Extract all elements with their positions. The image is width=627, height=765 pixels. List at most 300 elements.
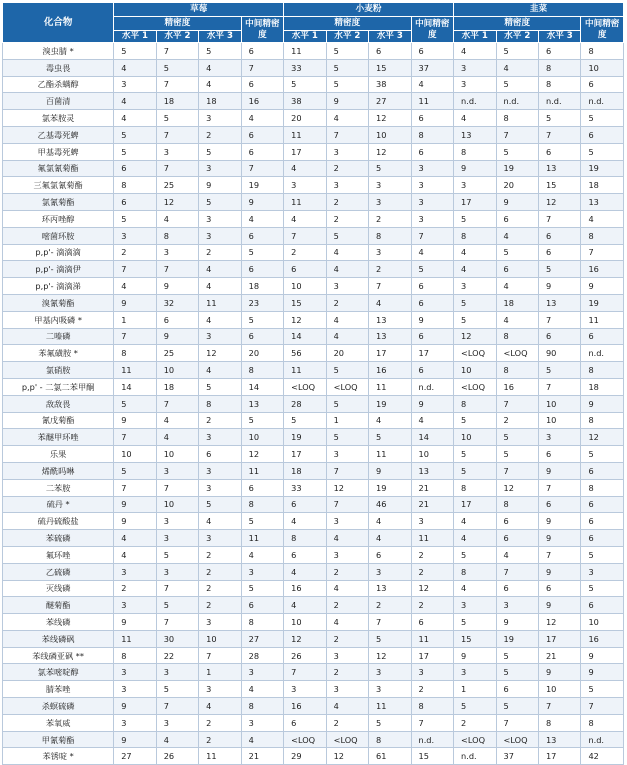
value-cell: 3 <box>454 177 496 194</box>
value-cell: <LOQ <box>496 345 538 362</box>
compound-name-cell: 环丙唑醇 <box>3 210 114 227</box>
value-cell: 2 <box>411 597 454 614</box>
value-cell: 21 <box>241 748 283 765</box>
value-cell: 3 <box>326 446 368 463</box>
value-cell: <LOQ <box>284 731 326 748</box>
table-row <box>3 261 624 278</box>
value-cell: 10 <box>538 395 580 412</box>
value-cell: 3 <box>326 647 368 664</box>
value-cell: 4 <box>454 261 496 278</box>
compound-name-cell: 甲基毒死蜱 <box>3 143 114 160</box>
value-cell: 8 <box>454 227 496 244</box>
compound-name-cell: 杀螟硫磷 <box>3 698 114 715</box>
value-cell: 7 <box>326 462 368 479</box>
value-cell: 8 <box>538 76 580 93</box>
value-cell: 6 <box>581 328 624 345</box>
value-cell: 13 <box>369 580 411 597</box>
value-cell: 6 <box>538 580 580 597</box>
value-cell: 2 <box>326 664 368 681</box>
table-row <box>3 412 624 429</box>
value-cell: 11 <box>241 530 283 547</box>
value-cell: 7 <box>156 614 198 631</box>
value-cell: n.d. <box>581 731 624 748</box>
value-cell: 2 <box>326 563 368 580</box>
value-cell: 4 <box>114 278 156 295</box>
value-cell: 2 <box>411 546 454 563</box>
group-header-wheat-flour: 小麦粉 <box>284 3 454 17</box>
table-row <box>3 244 624 261</box>
value-cell: 2 <box>114 580 156 597</box>
value-cell: <LOQ <box>454 378 496 395</box>
table-row <box>3 294 624 311</box>
value-cell: <LOQ <box>326 731 368 748</box>
value-cell: 6 <box>114 160 156 177</box>
value-cell: 3 <box>411 210 454 227</box>
value-cell: 2 <box>326 630 368 647</box>
value-cell: 27 <box>241 630 283 647</box>
level-header: 水平 3 <box>199 31 241 43</box>
value-cell: 3 <box>199 328 241 345</box>
value-cell: 6 <box>241 76 283 93</box>
value-cell: 4 <box>326 530 368 547</box>
compound-name-cell: 灭线磷 <box>3 580 114 597</box>
table-row <box>3 43 624 60</box>
value-cell: 8 <box>496 110 538 127</box>
value-cell: 26 <box>156 748 198 765</box>
value-cell: 10 <box>538 681 580 698</box>
value-cell: 7 <box>326 496 368 513</box>
value-cell: 6 <box>411 328 454 345</box>
compound-name-cell: 三氟氯氰菊酯 <box>3 177 114 194</box>
value-cell: 3 <box>326 177 368 194</box>
value-cell: 27 <box>369 93 411 110</box>
value-cell: 5 <box>284 76 326 93</box>
table-row <box>3 513 624 530</box>
value-cell: 16 <box>581 630 624 647</box>
value-cell: 13 <box>538 160 580 177</box>
value-cell: 3 <box>241 714 283 731</box>
value-cell: 3 <box>156 530 198 547</box>
value-cell: 3 <box>156 664 198 681</box>
value-cell: 3 <box>114 714 156 731</box>
value-cell: 11 <box>284 43 326 60</box>
value-cell: 4 <box>114 530 156 547</box>
value-cell: <LOQ <box>326 378 368 395</box>
value-cell: 3 <box>114 563 156 580</box>
value-cell: 4 <box>156 429 198 446</box>
precision-header-leek: 精密度 <box>454 17 581 31</box>
value-cell: 10 <box>284 278 326 295</box>
value-cell: 3 <box>199 681 241 698</box>
value-cell: 7 <box>326 126 368 143</box>
value-cell: 16 <box>284 698 326 715</box>
value-cell: 4 <box>411 76 454 93</box>
value-cell: 5 <box>581 143 624 160</box>
value-cell: 6 <box>411 110 454 127</box>
value-cell: 1 <box>326 412 368 429</box>
value-cell: 12 <box>241 446 283 463</box>
value-cell: 16 <box>581 261 624 278</box>
value-cell: 2 <box>199 731 241 748</box>
value-cell: 2 <box>326 160 368 177</box>
value-cell: 5 <box>199 143 241 160</box>
compound-name-cell: 硫丹 * <box>3 496 114 513</box>
value-cell: 5 <box>369 714 411 731</box>
value-cell: 6 <box>581 496 624 513</box>
value-cell: 38 <box>369 76 411 93</box>
value-cell: 7 <box>156 160 198 177</box>
value-cell: 10 <box>156 496 198 513</box>
value-cell: 3 <box>241 664 283 681</box>
value-cell: 13 <box>241 395 283 412</box>
value-cell: 18 <box>156 378 198 395</box>
value-cell: 5 <box>496 43 538 60</box>
value-cell: 2 <box>496 412 538 429</box>
value-cell: 5 <box>284 412 326 429</box>
value-cell: 8 <box>496 496 538 513</box>
value-cell: 7 <box>114 429 156 446</box>
value-cell: 3 <box>199 227 241 244</box>
value-cell: 8 <box>241 362 283 379</box>
value-cell: 8 <box>369 731 411 748</box>
value-cell: 18 <box>581 378 624 395</box>
value-cell: 5 <box>411 261 454 278</box>
value-cell: 4 <box>199 698 241 715</box>
value-cell: 11 <box>114 362 156 379</box>
value-cell: 5 <box>156 597 198 614</box>
value-cell: 2 <box>411 681 454 698</box>
value-cell: 5 <box>241 580 283 597</box>
value-cell: 8 <box>241 698 283 715</box>
value-cell: 5 <box>581 580 624 597</box>
table-row <box>3 311 624 328</box>
value-cell: 8 <box>581 412 624 429</box>
value-cell: 3 <box>411 664 454 681</box>
value-cell: n.d. <box>454 748 496 765</box>
table-row <box>3 378 624 395</box>
level-header: 水平 2 <box>496 31 538 43</box>
compound-name-cell: 氟环唑 <box>3 546 114 563</box>
value-cell: 10 <box>199 630 241 647</box>
value-cell: 20 <box>326 345 368 362</box>
value-cell: 16 <box>369 362 411 379</box>
value-cell: 18 <box>199 93 241 110</box>
value-cell: 11 <box>411 630 454 647</box>
compound-name-cell: 百菌清 <box>3 93 114 110</box>
value-cell: 3 <box>156 513 198 530</box>
value-cell: 3 <box>199 110 241 127</box>
value-cell: 3 <box>156 462 198 479</box>
value-cell: 11 <box>241 462 283 479</box>
value-cell: 3 <box>326 513 368 530</box>
value-cell: 2 <box>199 412 241 429</box>
value-cell: 6 <box>241 328 283 345</box>
value-cell: 4 <box>369 294 411 311</box>
value-cell: 9 <box>538 462 580 479</box>
value-cell: 9 <box>114 412 156 429</box>
value-cell: 56 <box>284 345 326 362</box>
value-cell: 4 <box>114 546 156 563</box>
precision-table-container <box>2 2 624 762</box>
value-cell: 7 <box>114 479 156 496</box>
value-cell: 4 <box>369 513 411 530</box>
level-header: 水平 1 <box>284 31 326 43</box>
value-cell: 7 <box>496 563 538 580</box>
value-cell: 28 <box>284 395 326 412</box>
value-cell: 6 <box>411 278 454 295</box>
table-row <box>3 93 624 110</box>
value-cell: 12 <box>284 630 326 647</box>
value-cell: 3 <box>114 681 156 698</box>
value-cell: 6 <box>538 446 580 463</box>
value-cell: 4 <box>581 210 624 227</box>
value-cell: 5 <box>156 681 198 698</box>
value-cell: 6 <box>241 597 283 614</box>
value-cell: 5 <box>454 698 496 715</box>
value-cell: 4 <box>411 412 454 429</box>
value-cell: 4 <box>199 278 241 295</box>
value-cell: 4 <box>496 546 538 563</box>
value-cell: 14 <box>114 378 156 395</box>
value-cell: 5 <box>496 244 538 261</box>
value-cell: 9 <box>326 93 368 110</box>
value-cell: 4 <box>199 513 241 530</box>
table-row <box>3 143 624 160</box>
value-cell: 12 <box>326 479 368 496</box>
value-cell: 8 <box>454 395 496 412</box>
compound-name-cell: 乐果 <box>3 446 114 463</box>
value-cell: 9 <box>199 177 241 194</box>
value-cell: 6 <box>581 597 624 614</box>
value-cell: 11 <box>114 630 156 647</box>
value-cell: 23 <box>241 294 283 311</box>
value-cell: 4 <box>454 244 496 261</box>
value-cell: 32 <box>156 294 198 311</box>
value-cell: 2 <box>199 714 241 731</box>
value-cell: 5 <box>581 546 624 563</box>
compound-name-cell: 甲氰菊酯 <box>3 731 114 748</box>
table-header <box>3 3 624 43</box>
value-cell: 5 <box>538 261 580 278</box>
value-cell: 13 <box>538 731 580 748</box>
value-cell: 3 <box>199 462 241 479</box>
compound-name-cell: 烯酰吗啉 <box>3 462 114 479</box>
value-cell: 5 <box>326 76 368 93</box>
value-cell: 12 <box>538 614 580 631</box>
value-cell: 10 <box>284 614 326 631</box>
value-cell: 5 <box>454 412 496 429</box>
value-cell: 21 <box>538 647 580 664</box>
value-cell: 7 <box>538 546 580 563</box>
value-cell: 4 <box>156 731 198 748</box>
value-cell: 7 <box>411 714 454 731</box>
table-row <box>3 345 624 362</box>
value-cell: 37 <box>411 59 454 76</box>
group-header-strawberry: 草莓 <box>114 3 284 17</box>
value-cell: 5 <box>114 395 156 412</box>
value-cell: 5 <box>454 210 496 227</box>
value-cell: 3 <box>411 513 454 530</box>
value-cell: 11 <box>284 194 326 211</box>
value-cell: 4 <box>326 311 368 328</box>
value-cell: 9 <box>581 664 624 681</box>
value-cell: 6 <box>538 43 580 60</box>
value-cell: 11 <box>199 294 241 311</box>
value-cell: 5 <box>114 143 156 160</box>
value-cell: 3 <box>454 59 496 76</box>
value-cell: 5 <box>156 110 198 127</box>
value-cell: 25 <box>156 345 198 362</box>
table-row <box>3 278 624 295</box>
compound-name-cell: 毒虫畏 <box>3 59 114 76</box>
value-cell: 7 <box>114 328 156 345</box>
table-row <box>3 328 624 345</box>
value-cell: 3 <box>199 429 241 446</box>
value-cell: 4 <box>496 311 538 328</box>
value-cell: 4 <box>326 261 368 278</box>
value-cell: 5 <box>496 76 538 93</box>
value-cell: 16 <box>241 93 283 110</box>
value-cell: 10 <box>454 429 496 446</box>
value-cell: 11 <box>411 93 454 110</box>
table-row <box>3 530 624 547</box>
value-cell: 6 <box>496 261 538 278</box>
value-cell: 3 <box>199 614 241 631</box>
value-cell: 4 <box>496 227 538 244</box>
value-cell: 8 <box>454 479 496 496</box>
value-cell: 16 <box>496 378 538 395</box>
value-cell: 3 <box>454 76 496 93</box>
value-cell: 4 <box>326 614 368 631</box>
value-cell: 15 <box>369 59 411 76</box>
compound-name-cell: p,p'- 滴滴伊 <box>3 261 114 278</box>
level-header: 水平 1 <box>454 31 496 43</box>
value-cell: 7 <box>496 462 538 479</box>
value-cell: 15 <box>284 294 326 311</box>
value-cell: 2 <box>326 194 368 211</box>
value-cell: 11 <box>411 530 454 547</box>
value-cell: 7 <box>114 261 156 278</box>
value-cell: 7 <box>581 244 624 261</box>
value-cell: 18 <box>156 93 198 110</box>
value-cell: 10 <box>538 412 580 429</box>
value-cell: 3 <box>538 429 580 446</box>
value-cell: 10 <box>411 446 454 463</box>
value-cell: 12 <box>326 748 368 765</box>
value-cell: 6 <box>241 479 283 496</box>
value-cell: 5 <box>156 546 198 563</box>
value-cell: 7 <box>156 126 198 143</box>
value-cell: n.d. <box>411 378 454 395</box>
value-cell: 14 <box>241 378 283 395</box>
value-cell: 8 <box>199 395 241 412</box>
value-cell: 3 <box>199 530 241 547</box>
table-row <box>3 210 624 227</box>
value-cell: 9 <box>369 462 411 479</box>
value-cell: 7 <box>156 580 198 597</box>
table-row <box>3 160 624 177</box>
value-cell: 5 <box>241 513 283 530</box>
value-cell: 90 <box>538 345 580 362</box>
compound-name-cell: 苯线磷亚砜 ** <box>3 647 114 664</box>
value-cell: 20 <box>241 345 283 362</box>
value-cell: 4 <box>411 244 454 261</box>
table-row <box>3 546 624 563</box>
value-cell: 18 <box>581 177 624 194</box>
compound-name-cell: 硫丹硫酸盐 <box>3 513 114 530</box>
value-cell: 4 <box>496 278 538 295</box>
value-cell: 19 <box>369 395 411 412</box>
intermediate-header-wheat-flour: 中间精密度 <box>411 17 454 43</box>
value-cell: 2 <box>199 580 241 597</box>
value-cell: 2 <box>199 126 241 143</box>
value-cell: 4 <box>114 93 156 110</box>
compound-name-cell: 甲基内吸磷 * <box>3 311 114 328</box>
value-cell: 3 <box>496 597 538 614</box>
compound-name-cell: 敌敌畏 <box>3 395 114 412</box>
value-cell: 22 <box>156 647 198 664</box>
value-cell: 6 <box>114 194 156 211</box>
value-cell: 6 <box>581 530 624 547</box>
value-cell: 4 <box>199 362 241 379</box>
value-cell: 5 <box>369 630 411 647</box>
value-cell: 19 <box>581 160 624 177</box>
level-header: 水平 3 <box>369 31 411 43</box>
value-cell: 7 <box>538 479 580 496</box>
value-cell: 2 <box>326 210 368 227</box>
value-cell: 10 <box>581 614 624 631</box>
value-cell: 3 <box>411 177 454 194</box>
value-cell: 11 <box>369 378 411 395</box>
value-cell: 9 <box>538 563 580 580</box>
value-cell: 17 <box>411 647 454 664</box>
value-cell: 6 <box>241 43 283 60</box>
value-cell: 7 <box>496 395 538 412</box>
precision-header-wheat-flour: 精密度 <box>284 17 411 31</box>
value-cell: 19 <box>496 630 538 647</box>
value-cell: 42 <box>581 748 624 765</box>
value-cell: 3 <box>199 479 241 496</box>
compound-name-cell: 二苯胺 <box>3 479 114 496</box>
value-cell: <LOQ <box>284 378 326 395</box>
compound-name-cell: 氯苯嘧啶醇 <box>3 664 114 681</box>
value-cell: 2 <box>326 294 368 311</box>
value-cell: 11 <box>284 362 326 379</box>
value-cell: 9 <box>114 513 156 530</box>
value-cell: 9 <box>496 194 538 211</box>
value-cell: 19 <box>581 294 624 311</box>
compound-name-cell: 苯锈啶 * <box>3 748 114 765</box>
value-cell: 5 <box>199 43 241 60</box>
group-header-leek: 韭菜 <box>454 3 624 17</box>
value-cell: 1 <box>199 664 241 681</box>
table-row <box>3 362 624 379</box>
table-row <box>3 446 624 463</box>
value-cell: 4 <box>241 731 283 748</box>
value-cell: 26 <box>284 647 326 664</box>
compound-column-header: 化合物 <box>3 3 114 43</box>
compound-name-cell: 腈苯唑 <box>3 681 114 698</box>
table-row <box>3 681 624 698</box>
value-cell: 8 <box>581 43 624 60</box>
value-cell: 17 <box>538 630 580 647</box>
value-cell: 6 <box>538 496 580 513</box>
value-cell: 4 <box>241 110 283 127</box>
value-cell: 6 <box>284 261 326 278</box>
compound-name-cell: 溴氰菊酯 <box>3 294 114 311</box>
value-cell: 9 <box>114 496 156 513</box>
compound-name-cell: p,p'- 滴滴滴 <box>3 244 114 261</box>
